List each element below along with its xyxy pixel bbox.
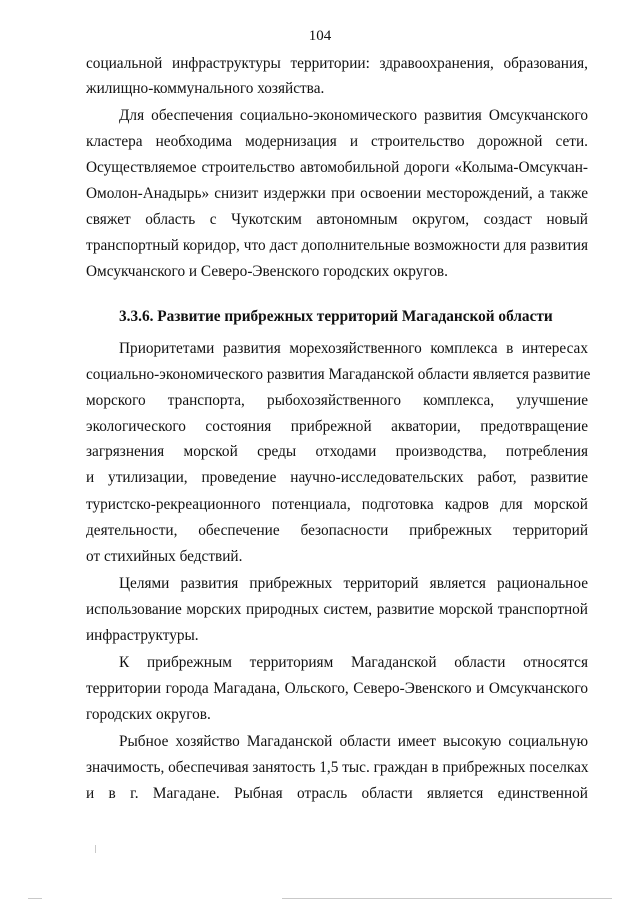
scan-artifact: [95, 845, 96, 853]
text-line: деятельности, обеспечение безопасности прибрежных территорий: [86, 522, 588, 539]
text-line: свяжет область с Чукотским автономным округом, создаст новый: [86, 211, 588, 228]
section-heading: 3.3.6. Развитие прибрежных территорий Магаданской области: [119, 308, 553, 325]
text-line: К прибрежным территориям Магаданской области относятся: [119, 654, 588, 671]
text-line: Омсукчанского и Северо-Эвенского городских округов.: [86, 263, 448, 280]
text-line: туристско-рекреационного потенциала, подготовка кадров для морской: [86, 496, 588, 513]
text-line: загрязнения морской среды отходами производства, потребления: [86, 443, 588, 460]
text-line: инфраструктуры.: [86, 627, 199, 644]
text-line: Целями развития прибрежных территорий является рациональное: [119, 575, 588, 592]
text-line: Рыбное хозяйство Магаданской области имеет высокую социальную: [119, 733, 588, 750]
scan-artifact: [282, 898, 612, 899]
text-line: социально-экономического развития Магаданской области является развитие: [86, 366, 591, 383]
text-line: значимость, обеспечивая занятость 1,5 тыс. граждан в прибрежных поселках: [86, 759, 589, 776]
text-line: территории города Магадана, Ольского, Северо-Эвенского и Омсукчанского: [86, 680, 588, 697]
text-line: использование морских природных систем, развитие морской транспортной: [86, 601, 588, 618]
text-line: морского транспорта, рыбохозяйственного комплекса, улучшение: [86, 392, 588, 409]
text-line: и в г. Магадане. Рыбная отрасль области является единственной: [86, 785, 588, 802]
text-line: Осуществляемое строительство автомобильной дороги «Колыма-Омсукчан-: [86, 159, 588, 176]
text-line: Для обеспечения социально-экономического развития Омсукчанского: [119, 107, 588, 124]
page-number: 104: [308, 28, 332, 44]
text-line: Омолон-Анадырь» снизит издержки при освоении месторождений, а также: [86, 185, 588, 202]
text-line: Приоритетами развития морехозяйственного комплекса в интересах: [119, 340, 588, 357]
text-line: от стихийных бедствий.: [86, 548, 243, 565]
text-line: городских округов.: [86, 706, 211, 723]
text-line: и утилизации, проведение научно-исследовательских работ, развитие: [86, 469, 588, 486]
text-line: социальной инфраструктуры территории: здравоохранения, образования,: [86, 55, 588, 72]
scan-artifact: [28, 898, 42, 899]
text-line: жилищно-коммунального хозяйства.: [86, 80, 325, 97]
text-line: кластера необходима модернизация и строительство дорожной сети.: [86, 133, 588, 150]
text-line: экологического состояния прибрежной акватории, предотвращение: [86, 418, 588, 435]
text-line: транспортный коридор, что даст дополнительные возможности для развития: [86, 237, 588, 254]
